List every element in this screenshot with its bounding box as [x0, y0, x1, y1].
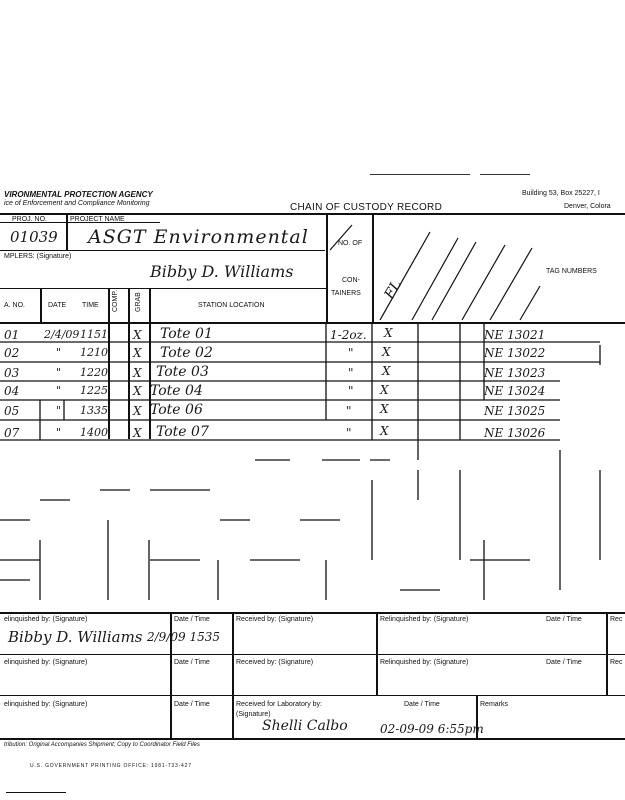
date-time-lab-value: 02-09-09 6:55pm: [380, 722, 484, 736]
received-by-4-cut: Rec: [610, 659, 623, 666]
date-time-lab: Date / Time: [404, 701, 440, 708]
date-time-4: Date / Time: [546, 659, 582, 666]
date-time-2: Date / Time: [546, 616, 582, 623]
laboratory-signature: Shelli Calbo: [262, 718, 348, 734]
received-for-laboratory-signature-label: (Signature): [236, 711, 271, 718]
printing-office-note: U.S. GOVERNMENT PRINTING OFFICE: 1981-733-427: [30, 763, 192, 769]
samplers-label: MPLERS: (Signature): [4, 253, 72, 260]
relinquished-by-4: Relinquished by: (Signature): [380, 659, 469, 666]
form-title: CHAIN OF CUSTODY RECORD: [290, 202, 443, 213]
tag-numbers-label: TAG NUMBERS: [546, 268, 597, 275]
grab-header: GRAB: [135, 292, 142, 312]
address-line-2: Denver, Colora: [564, 203, 611, 210]
distribution-note: tribution: Original Accompanies Shipment; Copy to Coordinator Field Files: [4, 742, 200, 748]
comp-header: COMP.: [112, 289, 119, 312]
con-label: CON-: [342, 277, 360, 284]
received-by-1: Received by: (Signature): [236, 616, 314, 623]
received-by-2-cut: Rec: [610, 616, 623, 623]
tainers-label: TAINERS: [331, 290, 361, 297]
date-header: DATE: [48, 302, 67, 309]
project-name-value: ASGT Environmental: [88, 226, 309, 248]
relinquished-by-1-signature: Bibby D. Williams: [8, 628, 143, 646]
agency-office: ice of Enforcement and Compliance Monitoring: [4, 200, 150, 207]
relinquished-by-2: Relinquished by: (Signature): [380, 616, 469, 623]
address-line-1: Building 53, Box 25227, I: [522, 190, 600, 197]
proj-no-value: 01039: [10, 228, 58, 246]
agency-name: VIRONMENTAL PROTECTION AGENCY: [4, 190, 153, 199]
date-time-3: Date / Time: [174, 659, 210, 666]
project-name-label: PROJECT NAME: [70, 216, 125, 223]
received-for-laboratory: Received for Laboratory by:: [236, 701, 322, 708]
sampler-signature: Bibby D. Williams: [150, 262, 294, 281]
no-of-label: NO. OF: [338, 240, 363, 247]
time-header: TIME: [82, 302, 99, 309]
relinquished-by-5: elinquished by: (Signature): [4, 701, 88, 708]
remarks-label: Remarks: [480, 701, 509, 708]
date-time-1: Date / Time: [174, 616, 210, 623]
sta-no-header: A. NO.: [4, 302, 26, 309]
proj-no-label: PROJ. NO.: [12, 216, 48, 223]
relinquished-by-3: elinquished by: (Signature): [4, 659, 88, 666]
svg-text:FL: FL: [381, 277, 405, 302]
received-by-3: Received by: (Signature): [236, 659, 314, 666]
relinquished-by-1: elinquished by: (Signature): [4, 616, 88, 623]
date-time-5: Date / Time: [174, 701, 210, 708]
date-time-1-value: 2/9/09 1535: [147, 630, 220, 644]
station-location-header: STATION LOCATION: [198, 302, 265, 309]
